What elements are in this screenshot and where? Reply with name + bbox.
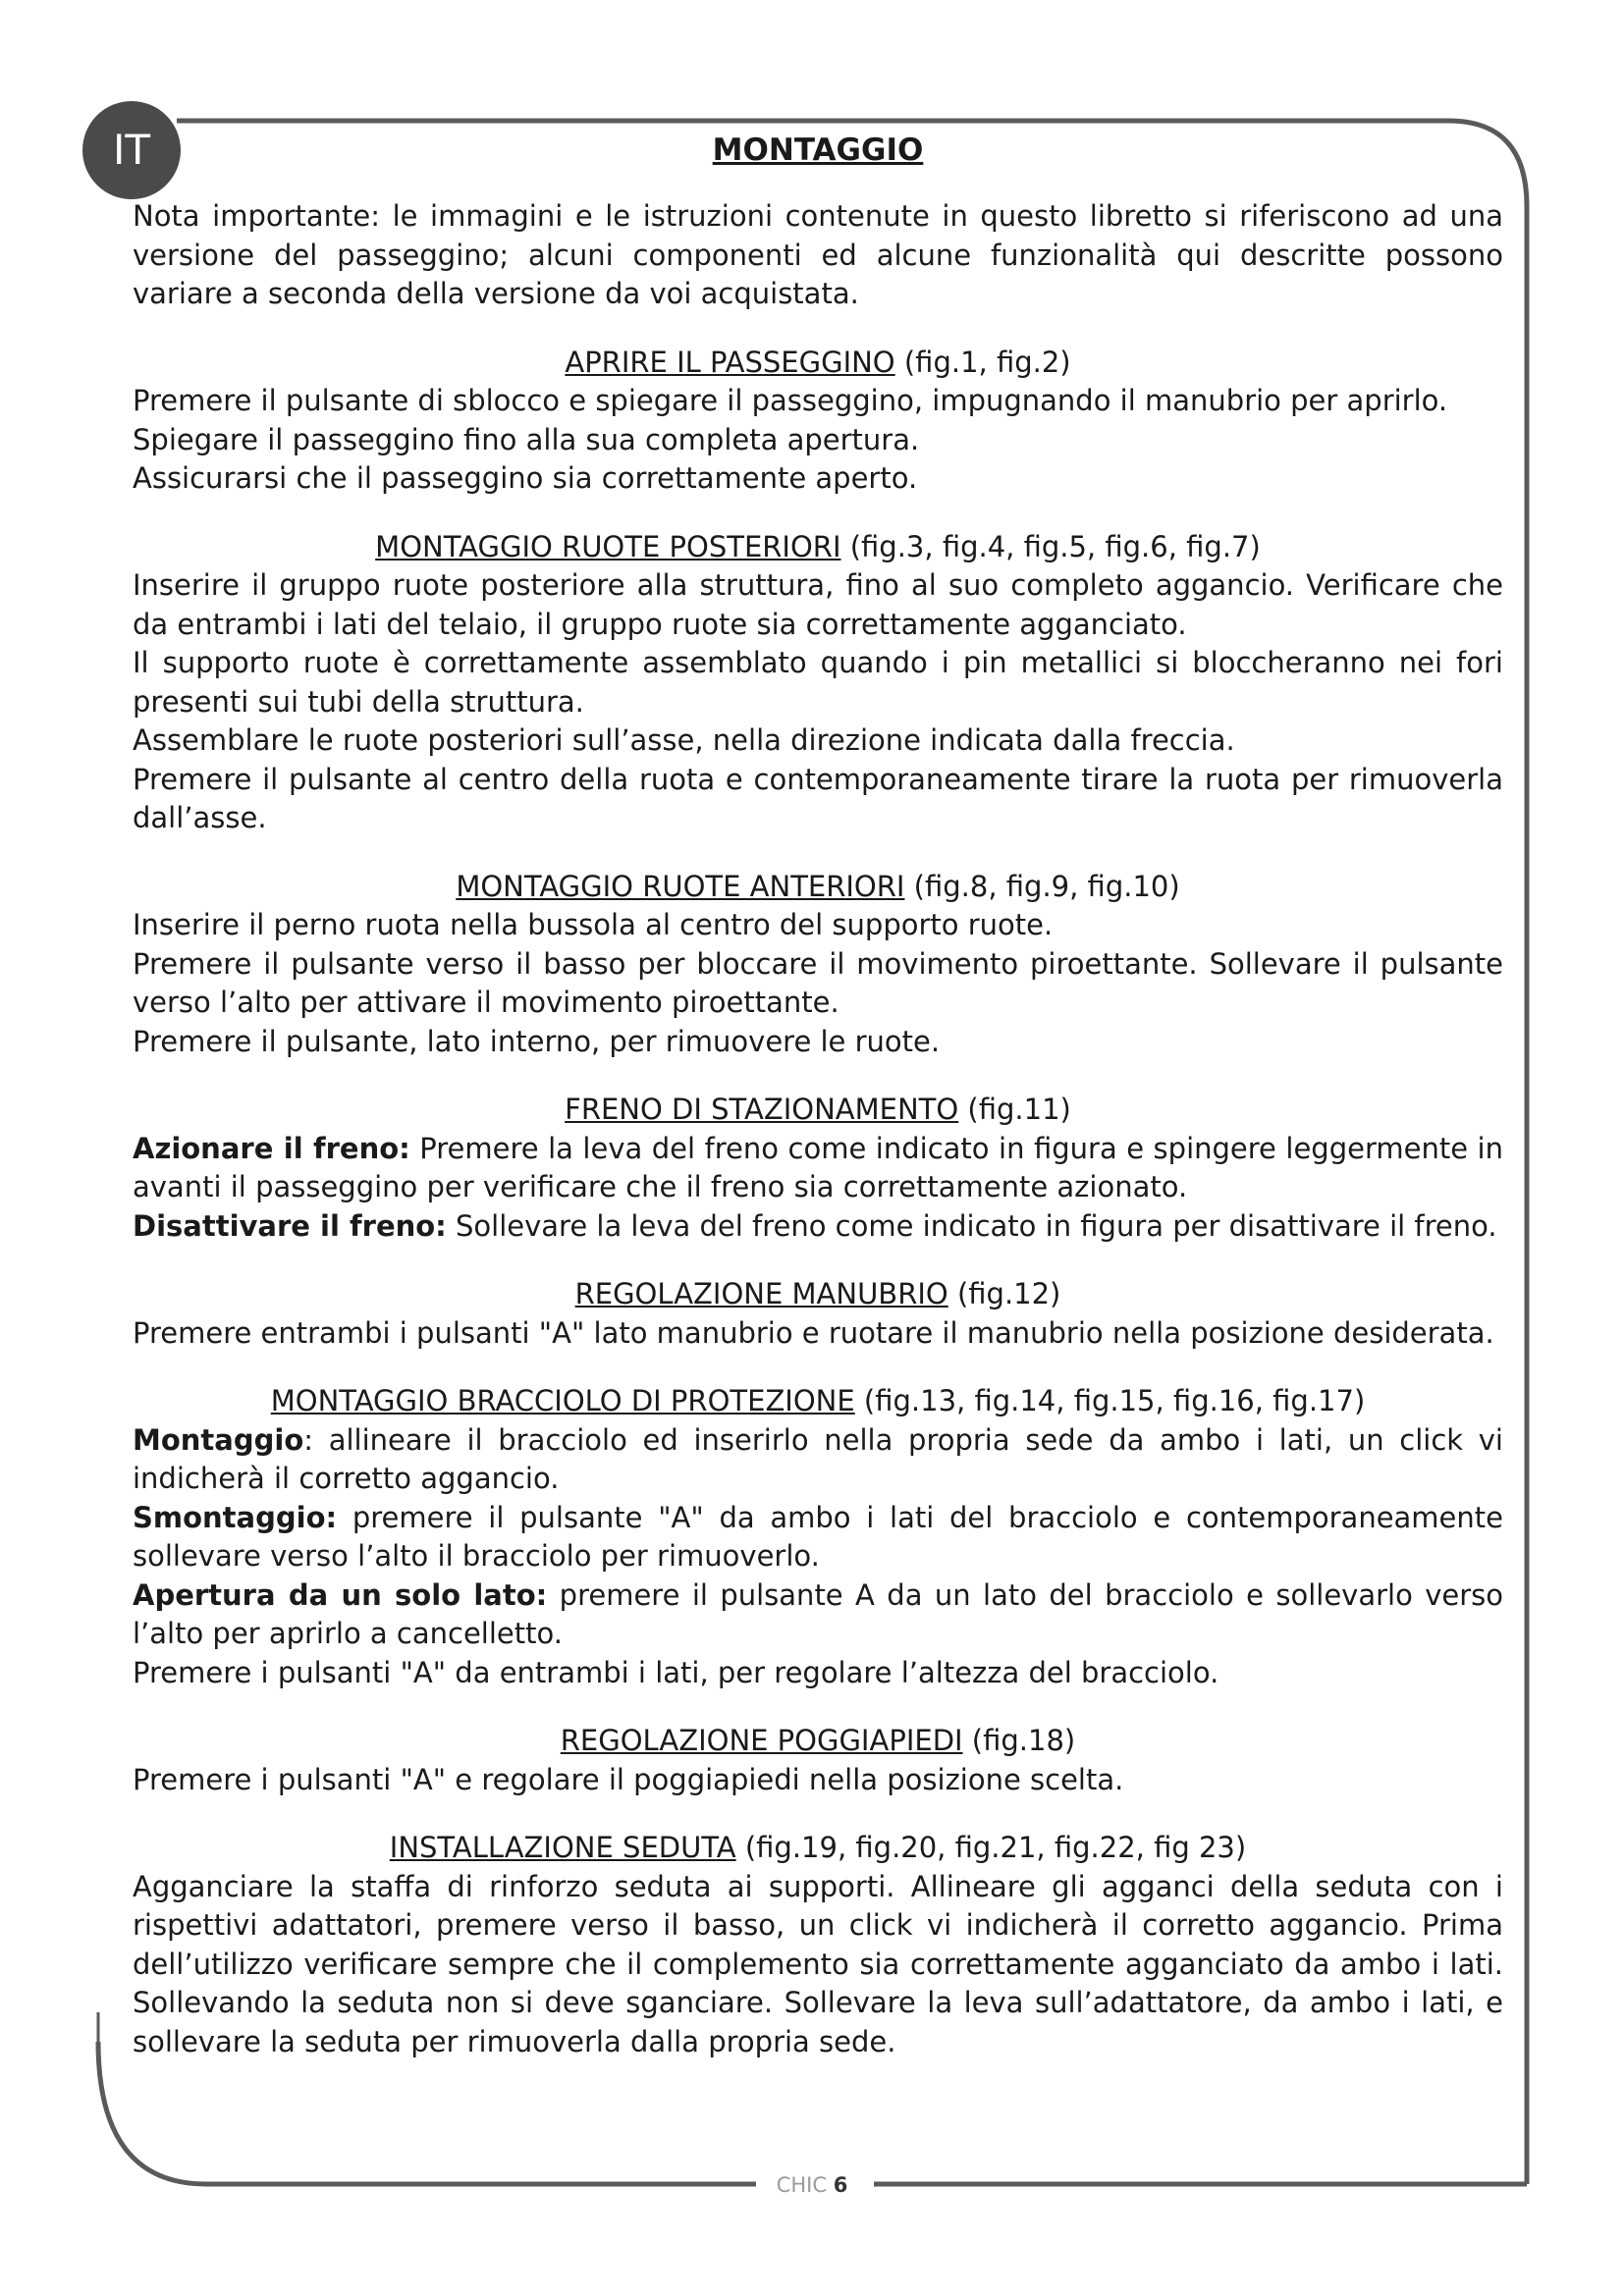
paragraph-text: premere il pulsante A da un lato del bracciolo e sollevarlo verso l’alto per aprirlo a cancelletto. xyxy=(133,1577,1503,1650)
bold-label: Azionare il freno: xyxy=(133,1131,410,1165)
language-badge: IT xyxy=(82,101,181,199)
section-heading-parking-brake xyxy=(133,1091,1503,1130)
paragraph xyxy=(133,1499,1503,1576)
paragraph xyxy=(133,1576,1503,1654)
paragraph: Il supporto ruote è correttamente assemblato quando i pin metallici si bloccheranno nei fori presenti sui tubi della struttura. xyxy=(133,646,1503,719)
section-heading-text: MONTAGGIO RUOTE POSTERIORI xyxy=(375,529,841,563)
figure-reference: (fig.1, fig.2) xyxy=(894,345,1071,379)
paragraph: Agganciare la staffa di rinforzo seduta ai supporti. Allineare gli agganci della seduta con i rispettivi adattatori, premere verso il basso, un click vi indicherà il corretto aggancio. Prima dell’utilizzo verificare sempre che il complemento sia correttamente agganciato da ambo i lati. Sollevando la seduta non si deve sganciare. Sollevare la leva sull’adattatore, da ambo i lati, e sollevare la seduta per rimuoverla dalla propria sede. xyxy=(133,1869,1503,2058)
section-heading-rear-wheels xyxy=(133,528,1503,567)
paragraph: Premere il pulsante di sblocco e spiegare il passeggino, impugnando il manubrio per aprirlo. xyxy=(133,384,1448,417)
figure-reference: (fig.8, fig.9, fig.10) xyxy=(904,869,1180,903)
bold-label: Montaggio xyxy=(133,1422,304,1457)
figure-reference: (fig.11) xyxy=(958,1093,1071,1126)
footer-brand: CHIC xyxy=(776,2173,827,2197)
paragraph-text: Sollevare la leva del freno come indicato in figura per disattivare il freno. xyxy=(446,1208,1497,1243)
section-heading-front-wheels xyxy=(133,868,1503,907)
section-heading-text: APRIRE IL PASSEGGINO xyxy=(565,345,895,379)
section-heading-text: MONTAGGIO BRACCIOLO DI PROTEZIONE xyxy=(270,1384,855,1417)
paragraph: Assemblare le ruote posteriori sull’asse, nella direzione indicata dalla freccia. xyxy=(133,723,1235,757)
paragraph-text: premere il pulsante "A" da ambo i lati del bracciolo e contemporaneamente sollevare verso l’alto il bracciolo per rimuoverlo. xyxy=(133,1500,1503,1573)
section-heading-seat-installation xyxy=(133,1829,1503,1868)
paragraph: Premere i pulsanti "A" da entrambi i lati, per regolare l’altezza del bracciolo. xyxy=(133,1655,1219,1689)
section-heading-text: REGOLAZIONE POGGIAPIEDI xyxy=(560,1724,963,1757)
paragraph-text: : allineare il bracciolo ed inserirlo nella propria sede da ambo i lati, un click vi indicherà il corretto aggancio. xyxy=(133,1422,1503,1495)
paragraph-text: Premere la leva del freno come indicato in figura e spingere leggermente in avanti il passeggino per verificare che il freno sia correttamente azionato. xyxy=(133,1131,1503,1203)
paragraph: Premere i pulsanti "A" e regolare il poggiapiedi nella posizione scelta. xyxy=(133,1762,1124,1796)
figure-reference: (fig.18) xyxy=(962,1724,1076,1757)
figure-reference: (fig.3, fig.4, fig.5, fig.6, fig.7) xyxy=(840,529,1261,563)
section-heading-text: REGOLAZIONE MANUBRIO xyxy=(574,1277,948,1310)
paragraph: Inserire il perno ruota nella bussola al centro del supporto ruote. xyxy=(133,908,1054,941)
paragraph xyxy=(133,1207,1503,1247)
document-body xyxy=(133,131,1503,2061)
section-heading-text: MONTAGGIO RUOTE ANTERIORI xyxy=(456,869,905,903)
page-number: 6 xyxy=(833,2173,848,2197)
paragraph: Premere il pulsante al centro della ruota e contemporaneamente tirare la ruota per rimuoverla dall’asse. xyxy=(133,762,1503,834)
section-heading-bumper-bar xyxy=(133,1382,1503,1421)
bold-label: Disattivare il freno: xyxy=(133,1208,447,1243)
figure-reference: (fig.13, fig.14, fig.15, fig.16, fig.17) xyxy=(854,1384,1366,1417)
section-heading-text: FRENO DI STAZIONAMENTO xyxy=(565,1093,959,1126)
bold-label: Smontaggio: xyxy=(133,1500,338,1534)
bold-label: Apertura da un solo lato: xyxy=(133,1577,548,1612)
paragraph: Premere il pulsante, lato interno, per rimuovere le ruote. xyxy=(133,1024,941,1058)
section-heading-footrest xyxy=(133,1722,1503,1761)
important-note: Nota importante: le immagini e le istruzioni contenute in questo libretto si riferiscono ad una versione del passeggino; alcuni componenti ed alcune funzionalità qui descritte possono variare a seconda della versione da voi acquistata. xyxy=(133,199,1503,310)
page-footer xyxy=(0,2173,1624,2197)
section-heading-handlebar xyxy=(133,1275,1503,1314)
paragraph: Premere entrambi i pulsanti "A" lato manubrio e ruotare il manubrio nella posizione desiderata. xyxy=(133,1315,1494,1350)
page-title: MONTAGGIO xyxy=(712,133,924,168)
section-heading-open-stroller xyxy=(133,344,1503,383)
paragraph: Premere il pulsante verso il basso per bloccare il movimento piroettante. Sollevare il pulsante verso l’alto per attivare il movimento piroettante. xyxy=(133,946,1503,1019)
paragraph xyxy=(133,1421,1503,1499)
paragraph xyxy=(133,1130,1503,1207)
figure-reference: (fig.12) xyxy=(947,1277,1061,1310)
paragraph: Assicurarsi che il passeggino sia correttamente aperto. xyxy=(133,461,918,495)
paragraph: Inserire il gruppo ruote posteriore alla struttura, fino al suo completo aggancio. Verificare che da entrambi i lati del telaio, il gruppo ruote sia correttamente agganciato. xyxy=(133,568,1503,641)
figure-reference: (fig.19, fig.20, fig.21, fig.22, fig 23) xyxy=(735,1831,1247,1864)
section-heading-text: INSTALLAZIONE SEDUTA xyxy=(389,1831,736,1864)
paragraph: Spiegare il passeggino fino alla sua completa apertura. xyxy=(133,422,920,456)
